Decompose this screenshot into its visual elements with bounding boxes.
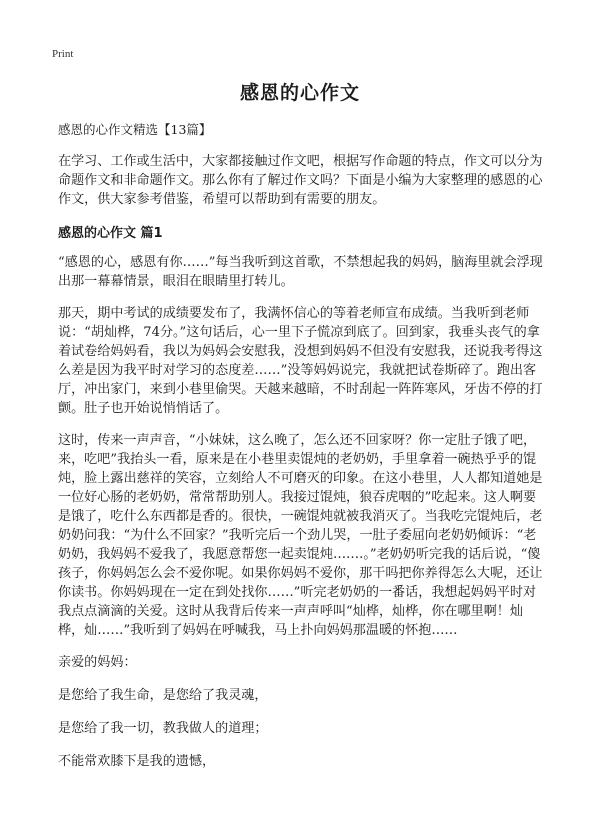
intro-paragraph: 在学习、工作或生活中，大家都接触过作文吧，根据写作命题的特点，作文可以分为命题作文和非命题作文。那么你有了解过作文吗？下面是小编为大家整理的感恩的心作文，供大家参考借鉴，希望可以帮助到有需要的朋友。 [58, 154, 543, 207]
body-paragraph: 那天，期中考试的成绩要发布了，我满怀信心的等着老师宣布成绩。当我听到老师说：“胡灿桦，74分。”这句话后，心一里下子慌凉到底了。回到家，我垂头丧气的拿着试卷给妈妈看，我以为妈妈会安慰我，没想到妈妈不但没有安慰我，还说我考得这么差是因为我平时对学习的态度差……”没等妈妈说完，我就把试卷斯碎了。跑出客厅，冲出家门，来到小巷里偷哭。天越来越暗，不时刮起一阵阵寒风，牙齿不停的打颤。肚子也开始说悄悄话了。 [58, 306, 543, 416]
page-title: 感恩的心作文 [239, 82, 360, 104]
article-body [58, 120, 546, 785]
article-subtitle: 感恩的心作文精选【13篇】 [58, 122, 212, 137]
print-link[interactable]: Print [52, 48, 74, 60]
closing-line: 不能常欢膝下是我的遗憾， [58, 754, 216, 769]
body-paragraph: 这时，传来一声声音，“小妹妹，这么晚了，怎么还不回家呀？你一定肚子饿了吧，来，吃吧”我抬头一看，原来是在小巷里卖馄炖的老奶奶，手里拿着一碗热乎乎的馄炖，脸上露出慈祥的笑容，立刻给人不可磨灭的印象。在这小巷里，人人都知道她是一位好心肠的老奶奶，常常帮助别人。我接过馄炖，狼吞虎咽的”吃起来。这人啊要是饿了，吃什么东西都是香的。很快，一碗馄炖就被我消灭了。当我吃完馄炖后，老奶奶问我：“为什么不回家？”我听完后一个劲儿哭，一肚子委屈向老奶奶倾诉：“老奶奶，我妈妈不爱我了，我愿意帮您一起卖馄炖…….。”老奶奶听完我的话后说，“傻孩子，你妈妈怎么会不爱你呢。如果你妈妈不爱你，那干吗把你养得怎么大呢，还让你读书。你妈妈现在一定在到处找你……”听完老奶奶的一番话，我想起妈妈平时对我点点滴滴的关爱。这时从我背后传来一声声呼叫“灿桦，灿桦，你在哪里啊！灿桦，灿……”我听到了妈妈在呼喊我，马上扑向妈妈那温暖的怀抱…… [58, 433, 543, 638]
closing-line: 是您给了我一切，教我做人的道理； [58, 721, 268, 736]
section-heading: 感恩的心作文 篇1 [58, 226, 163, 241]
closing-line: 亲爱的妈妈： [58, 655, 137, 670]
closing-line: 是您给了我生命，是您给了我灵魂， [58, 688, 268, 703]
body-paragraph: “感恩的心，感恩有你……”每当我听到这首歌，不禁想起我的妈妈，脑海里就会浮现出那一幕幕情景，眼泪在眼睛里打转儿。 [58, 255, 543, 289]
